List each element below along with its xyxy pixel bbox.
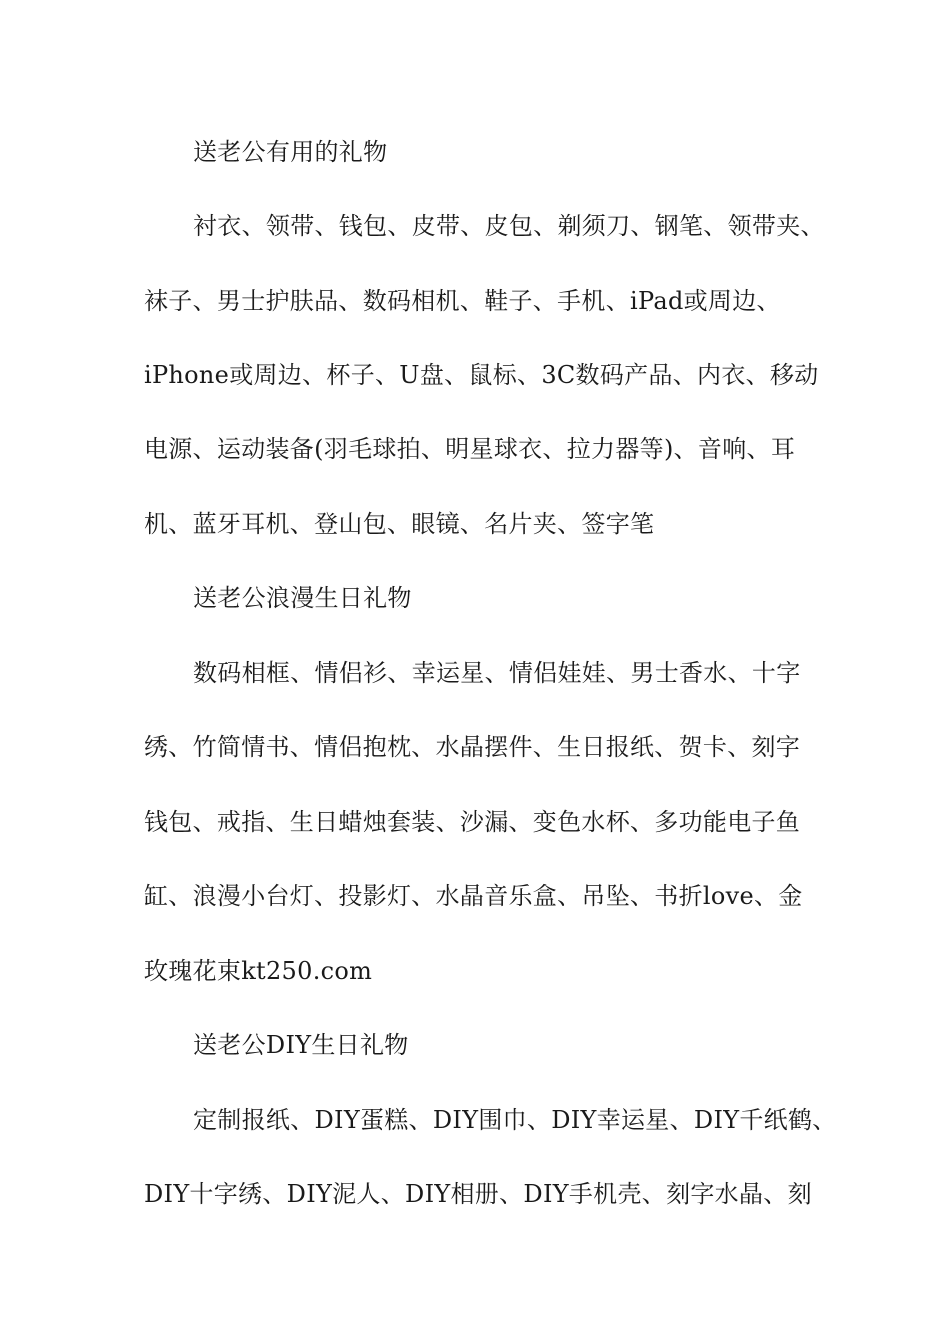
section-heading-useful-gifts: 送老公有用的礼物 [193,138,388,166]
paragraph-line: 衬衣、领带、钱包、皮带、皮包、剃须刀、钢笔、领带夹、 [193,212,825,240]
paragraph-line: 缸、浪漫小台灯、投影灯、水晶音乐盒、吊坠、书折love、金 [144,882,803,910]
paragraph-line: 绣、竹简情书、情侣抱枕、水晶摆件、生日报纸、贺卡、刻字 [144,733,801,761]
paragraph-line: 电源、运动装备(羽毛球拍、明星球衣、拉力器等)、音响、耳 [144,435,796,463]
paragraph-line: DIY十字绣、DIY泥人、DIY相册、DIY手机壳、刻字水晶、刻 [144,1180,812,1208]
paragraph-line: 数码相框、情侣衫、幸运星、情侣娃娃、男士香水、十字 [193,659,801,687]
paragraph-line: iPhone或周边、杯子、U盘、鼠标、3C数码产品、内衣、移动 [144,361,819,389]
paragraph-line: 机、蓝牙耳机、登山包、眼镜、名片夹、签字笔 [144,510,655,538]
section-heading-diy-gifts: 送老公DIY生日礼物 [193,1031,409,1059]
section-heading-romantic-gifts: 送老公浪漫生日礼物 [193,584,412,612]
paragraph-line: 钱包、戒指、生日蜡烛套装、沙漏、变色水杯、多功能电子鱼 [144,808,801,836]
paragraph-line: 袜子、男士护肤品、数码相机、鞋子、手机、iPad或周边、 [144,287,781,315]
paragraph-line: 定制报纸、DIY蛋糕、DIY围巾、DIY幸运星、DIY千纸鹤、 [193,1106,837,1134]
paragraph-line: 玫瑰花束kt250.com [144,957,373,985]
